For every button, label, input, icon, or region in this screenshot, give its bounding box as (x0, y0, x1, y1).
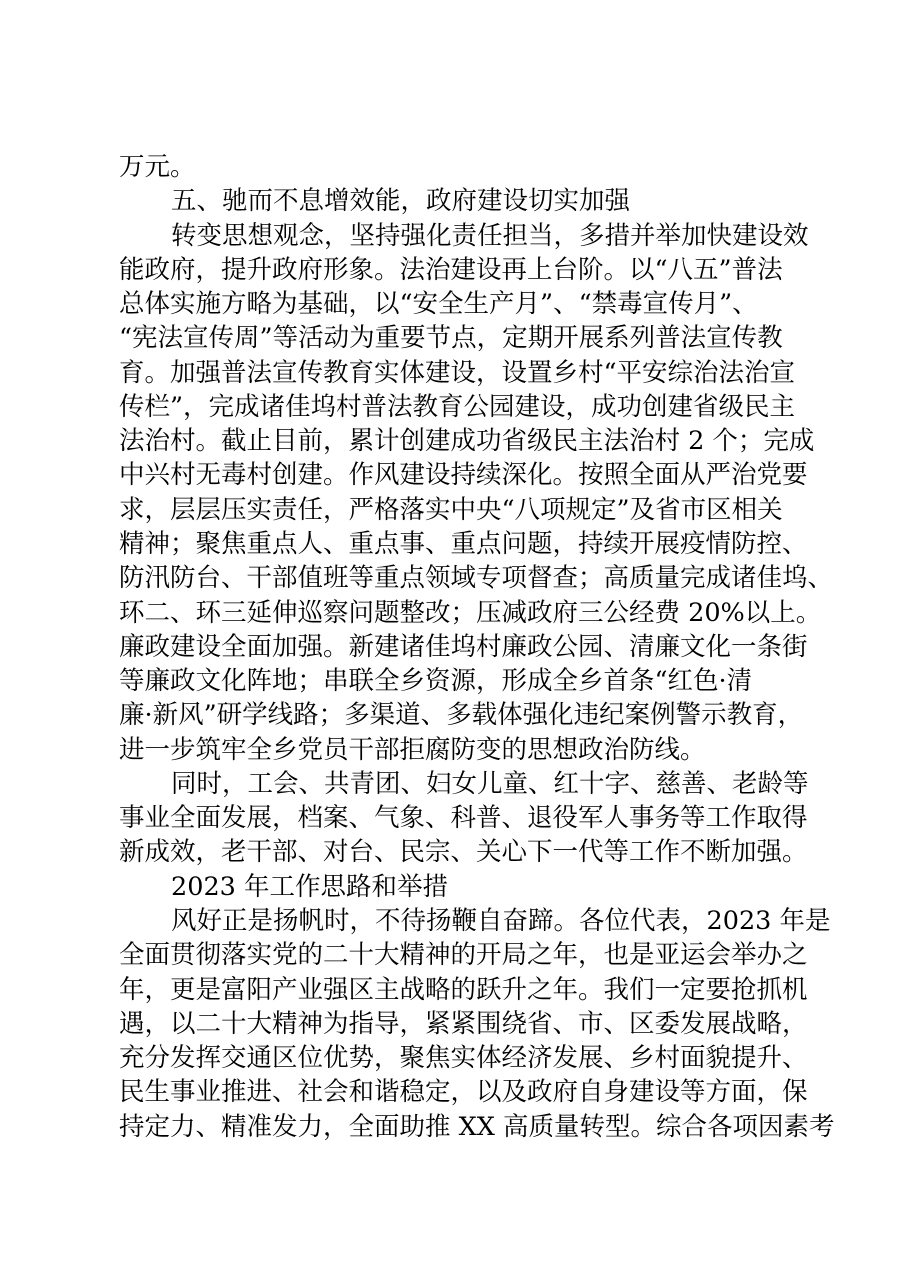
paragraph-line: 持定力、精准发力，全面助推 XX 高质量转型。综合各项因素考 (119, 1112, 835, 1142)
paragraph-line: 廉·新风”研学线路；多渠道、多载体强化违纪案例警示教育， (119, 700, 804, 730)
paragraph-line: 等廉政文化阵地；串联全乡资源，形成全乡首条“红色·清 (119, 666, 753, 696)
paragraph-line: 遇，以二十大精神为指导，紧紧围绕省、市、区委发展战略， (119, 1009, 808, 1039)
paragraph-line: 传栏”，完成诸佳坞村普法教育公园建设，成功创建省级民主 (119, 392, 796, 422)
paragraph-line: 环二、环三延伸巡察问题整改；压减政府三公经费 20%以上。 (119, 598, 822, 628)
paragraph-line: “宪法宣传周”等活动为重要节点，定期开展系列普法宣传教 (119, 323, 783, 353)
paragraph-line: 年，更是富阳产业强区主战略的跃升之年。我们一定要抢抓机 (119, 975, 808, 1005)
paragraph-line: 求，层层压实责任，严格落实中央“八项规定”及省市区相关 (119, 495, 783, 525)
paragraph-line: 廉政建设全面加强。新建诸佳坞村廉政公园、清廉文化一条街 (119, 632, 808, 662)
section-heading: 五、驰而不息增效能，政府建设切实加强 (171, 186, 631, 216)
paragraph-line: 精神；聚焦重点人、重点事、重点问题，持续开展疫情防控、 (119, 529, 808, 559)
paragraph-line: 充分发挥交通区位优势，聚焦实体经济发展、乡村面貌提升、 (119, 1043, 808, 1073)
paragraph-line: 育。加强普法宣传教育实体建设，设置乡村“平安综治法治宣 (119, 358, 796, 388)
paragraph-line: 转变思想观念，坚持强化责任担当，多措并举加快建设效 (171, 221, 809, 251)
paragraph-line: 进一步筑牢全乡党员干部拒腐防变的思想政治防线。 (119, 735, 706, 765)
paragraph-line: 总体实施方略为基础，以“安全生产月”、“禁毒宣传月”、 (119, 289, 758, 319)
paragraph-line: 万元。 (119, 152, 196, 182)
paragraph-line: 全面贯彻落实党的二十大精神的开局之年，也是亚运会举办之 (119, 940, 808, 970)
paragraph-line: 防汛防台、干部值班等重点领域专项督查；高质量完成诸佳坞、 (119, 563, 834, 593)
paragraph-line: 同时，工会、共青团、妇女儿童、红十字、慈善、老龄等 (171, 769, 809, 799)
paragraph-line: 法治村。截止目前，累计创建成功省级民主法治村 2 个；完成 (119, 426, 815, 456)
paragraph-line: 事业全面发展，档案、气象、科普、退役军人事务等工作取得 (119, 803, 808, 833)
section-heading: 2023 年工作思路和举措 (171, 872, 449, 902)
paragraph-line: 中兴村无毒村创建。作风建设持续深化。按照全面从严治党要 (119, 460, 808, 490)
paragraph-line: 能政府，提升政府形象。法治建设再上台阶。以“八五”普法 (119, 255, 783, 285)
paragraph-line: 民生事业推进、社会和谐稳定，以及政府自身建设等方面，保 (119, 1077, 808, 1107)
paragraph-line: 新成效，老干部、对台、民宗、关心下一代等工作不断加强。 (119, 837, 808, 867)
paragraph-line: 风好正是扬帆时，不待扬鞭自奋蹄。各位代表，2023 年是 (171, 906, 831, 936)
